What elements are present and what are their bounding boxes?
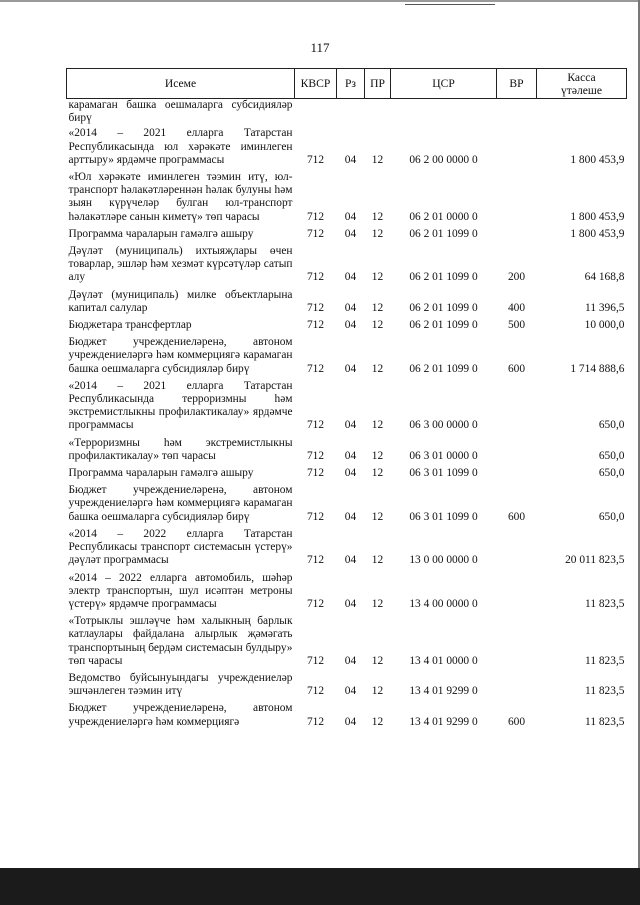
row-csr: 13 4 00 0000 0 xyxy=(409,597,478,610)
row-vr xyxy=(497,572,537,616)
row-pr: 12 xyxy=(371,685,384,698)
row-rz: 04 xyxy=(344,419,357,432)
row-kvsr: 712 xyxy=(306,654,325,667)
header-kassa-line2: үтәлеше xyxy=(560,83,602,97)
row-vr xyxy=(497,228,537,245)
row-kvsr: 712 xyxy=(306,319,325,332)
page-number: 117 xyxy=(310,40,330,55)
row-amount: 20 011 823,5 xyxy=(565,554,625,567)
table-row xyxy=(67,467,627,484)
table-row xyxy=(67,380,627,437)
row-vr xyxy=(497,615,537,672)
row-csr: 06 2 01 1099 0 xyxy=(409,271,478,284)
row-vr xyxy=(497,171,537,228)
row-kvsr: 712 xyxy=(306,685,325,698)
row-csr: 06 3 01 1099 0 xyxy=(409,467,478,480)
table-row xyxy=(67,437,627,467)
row-rz: 04 xyxy=(344,510,357,523)
row-csr: 06 3 01 1099 0 xyxy=(409,510,478,523)
row-vr xyxy=(497,672,537,702)
table-row xyxy=(67,289,627,319)
table-row xyxy=(67,127,627,171)
row-pr: 12 xyxy=(371,271,384,284)
scan-bottom-edge xyxy=(0,868,640,905)
row-kvsr: 712 xyxy=(306,227,325,240)
row-rz: 04 xyxy=(344,362,357,375)
row-amount: 1 714 888,6 xyxy=(570,362,625,375)
row-vr: 600 xyxy=(507,510,526,523)
row-pr: 12 xyxy=(371,319,384,332)
row-rz: 04 xyxy=(344,301,357,314)
row-kvsr: 712 xyxy=(306,554,325,567)
row-amount: 11 396,5 xyxy=(585,301,625,314)
row-rz: 04 xyxy=(344,449,357,462)
row-kvsr: 712 xyxy=(306,271,325,284)
row-rz: 04 xyxy=(344,271,357,284)
row-csr: 13 0 00 0000 0 xyxy=(409,554,478,567)
row-amount: 650,0 xyxy=(598,510,625,523)
row-amount: 64 168,8 xyxy=(584,271,625,284)
header-rz: Рз xyxy=(337,69,365,99)
header-kvsr: КВСР xyxy=(295,69,337,99)
row-amount: 650,0 xyxy=(598,467,625,480)
row-name: «2014 – 2021 елларга Татарстан Республикасында юл хәрәкәте иминлеген арттыру» ярдәмче программасы xyxy=(68,127,293,166)
row-vr xyxy=(497,99,537,128)
row-name: «2014 – 2022 елларга автомобиль, шәһәр электр транспортын, шул исәптән метроны үстерү» ярдәмче программасы xyxy=(68,571,293,610)
row-amount: 1 800 453,9 xyxy=(570,227,625,240)
row-pr: 12 xyxy=(371,301,384,314)
row-name: Программа чараларын гамәлгә ашыру xyxy=(68,467,254,480)
row-vr: 400 xyxy=(507,301,526,314)
row-name: Бюджет учреждениеләренә, автоном учреждениеләргә һәм коммерциягә карамаган башка оешмаларга субсидияләр бирү xyxy=(68,484,293,523)
row-rz: 04 xyxy=(344,554,357,567)
row-kvsr: 712 xyxy=(306,153,325,166)
row-vr: 500 xyxy=(507,319,526,332)
row-kvsr: 712 xyxy=(306,210,325,223)
row-vr: 200 xyxy=(507,271,526,284)
row-pr: 12 xyxy=(371,227,384,240)
row-amount: 1 800 453,9 xyxy=(570,153,625,166)
row-csr: 06 2 01 1099 0 xyxy=(409,301,478,314)
table-row xyxy=(67,99,627,128)
row-kvsr: 712 xyxy=(306,449,325,462)
row-rz: 04 xyxy=(344,153,357,166)
table-row xyxy=(67,528,627,572)
header-name: Исеме xyxy=(67,69,295,99)
row-csr: 06 2 01 1099 0 xyxy=(409,319,478,332)
row-name: Программа чараларын гамәлгә ашыру xyxy=(68,227,254,240)
row-name: Бюджет учреждениеләренә, автоном учреждениеләргә һәм коммерциягә карамаган башка оешмаларга субсидияләр бирү xyxy=(68,336,293,375)
row-kvsr: 712 xyxy=(306,510,325,523)
row-amount: 11 823,5 xyxy=(585,685,625,698)
row-name: «2014 – 2022 елларга Татарстан Республикасы транспорт системасын үстерү» дәүләт программасы xyxy=(68,527,293,567)
table-row xyxy=(67,484,627,528)
row-name: Бюджет учреждениеләренә, автоном учреждениеләргә һәм коммерциягә xyxy=(68,702,293,728)
row-pr: 12 xyxy=(371,654,384,667)
row-amount: 650,0 xyxy=(598,419,625,432)
row-pr: 12 xyxy=(371,715,384,728)
row-pr xyxy=(365,99,391,128)
table-row xyxy=(67,171,627,228)
row-amount xyxy=(537,99,627,128)
row-vr: 600 xyxy=(507,362,526,375)
scan-top-edge xyxy=(0,0,640,2)
row-csr xyxy=(391,99,497,128)
row-kvsr: 712 xyxy=(306,419,325,432)
row-kvsr: 712 xyxy=(306,301,325,314)
row-csr: 13 4 01 9299 0 xyxy=(409,685,478,698)
row-csr: 06 2 01 1099 0 xyxy=(409,362,478,375)
header-pr: ПР xyxy=(365,69,391,99)
row-vr xyxy=(497,380,537,437)
table-header-row xyxy=(67,69,627,99)
row-csr: 06 2 01 0000 0 xyxy=(409,210,478,223)
row-csr: 06 2 01 1099 0 xyxy=(409,227,478,240)
row-name: Дәүләт (муниципаль) милке объектларына капитал салулар xyxy=(68,288,293,314)
table-row xyxy=(67,672,627,702)
row-vr xyxy=(497,127,537,171)
row-kvsr: 712 xyxy=(306,467,325,480)
row-amount: 650,0 xyxy=(598,449,625,462)
row-csr: 06 3 01 0000 0 xyxy=(409,449,478,462)
row-name: Бюджетара трансфертлар xyxy=(68,319,192,332)
row-vr: 600 xyxy=(507,715,526,728)
table-row xyxy=(67,702,627,732)
header-vr: ВР xyxy=(497,69,537,99)
row-rz: 04 xyxy=(344,597,357,610)
row-name: «2014 – 2021 елларга Татарстан Республикасында терроризмны һәм экстремистлыкны профилактикалау» ярдәмче программасы xyxy=(68,379,293,432)
row-rz: 04 xyxy=(344,319,357,332)
row-rz xyxy=(337,99,365,128)
row-name: карамаган башка оешмаларга субсидияләр бирү xyxy=(68,99,293,125)
row-vr xyxy=(497,437,537,467)
row-pr: 12 xyxy=(371,362,384,375)
header-kassa xyxy=(537,69,627,99)
row-kvsr: 712 xyxy=(306,597,325,610)
table-row xyxy=(67,245,627,289)
row-csr: 06 2 00 0000 0 xyxy=(409,153,478,166)
row-name: «Терроризмны һәм экстремистлыкны профилактикалау» төп чарасы xyxy=(68,436,293,462)
row-csr: 06 3 00 0000 0 xyxy=(409,419,478,432)
row-rz: 04 xyxy=(344,467,357,480)
row-rz: 04 xyxy=(344,654,357,667)
table-row xyxy=(67,336,627,380)
table-row xyxy=(67,572,627,616)
row-pr: 12 xyxy=(371,597,384,610)
row-csr: 13 4 01 9299 0 xyxy=(409,715,478,728)
row-rz: 04 xyxy=(344,210,357,223)
row-pr: 12 xyxy=(371,153,384,166)
row-kvsr: 712 xyxy=(306,715,325,728)
row-vr xyxy=(497,467,537,484)
row-name: Ведомство буйсынуындагы учреждениеләр эшчәнлеген тәэмин итү xyxy=(68,671,293,698)
row-rz: 04 xyxy=(344,715,357,728)
row-rz: 04 xyxy=(344,685,357,698)
row-amount: 10 000,0 xyxy=(584,319,625,332)
row-pr: 12 xyxy=(371,510,384,523)
table-row xyxy=(67,228,627,245)
row-pr: 12 xyxy=(371,449,384,462)
row-amount: 11 823,5 xyxy=(585,597,625,610)
row-amount: 11 823,5 xyxy=(585,715,625,728)
row-pr: 12 xyxy=(371,210,384,223)
row-name: «Юл хәрәкәте иминлеген тәэмин итү, юл-транспорт һәлакәтләреннән һәлак булуны һәм зыян күрүчеләр булган юл-транспорт һәлакәтләре санын киметү» төп чарасы xyxy=(68,171,293,223)
row-amount: 11 823,5 xyxy=(585,654,625,667)
row-name: «Тотрыклы эшләүче һәм халыкның барлык катлаулары файдалана алырлык җәмәгать транспортының бердәм системасын булдыру» төп чарасы xyxy=(68,615,293,667)
row-name: Дәүләт (муниципаль) ихтыяҗлары өчен товарлар, эшләр һәм хезмәт күрсәтүләр сатып алу xyxy=(68,245,293,284)
scan-mark xyxy=(405,4,495,5)
budget-table xyxy=(66,68,627,733)
row-amount: 1 800 453,9 xyxy=(570,210,625,223)
table-row xyxy=(67,319,627,336)
row-kvsr xyxy=(295,99,337,128)
row-vr xyxy=(497,528,537,572)
row-kvsr: 712 xyxy=(306,362,325,375)
row-pr: 12 xyxy=(371,419,384,432)
table-row xyxy=(67,615,627,672)
row-pr: 12 xyxy=(371,554,384,567)
row-pr: 12 xyxy=(371,467,384,480)
row-csr: 13 4 01 0000 0 xyxy=(409,654,478,667)
row-rz: 04 xyxy=(344,227,357,240)
header-kassa-line1: Касса xyxy=(567,70,596,84)
header-csr: ЦСР xyxy=(391,69,497,99)
